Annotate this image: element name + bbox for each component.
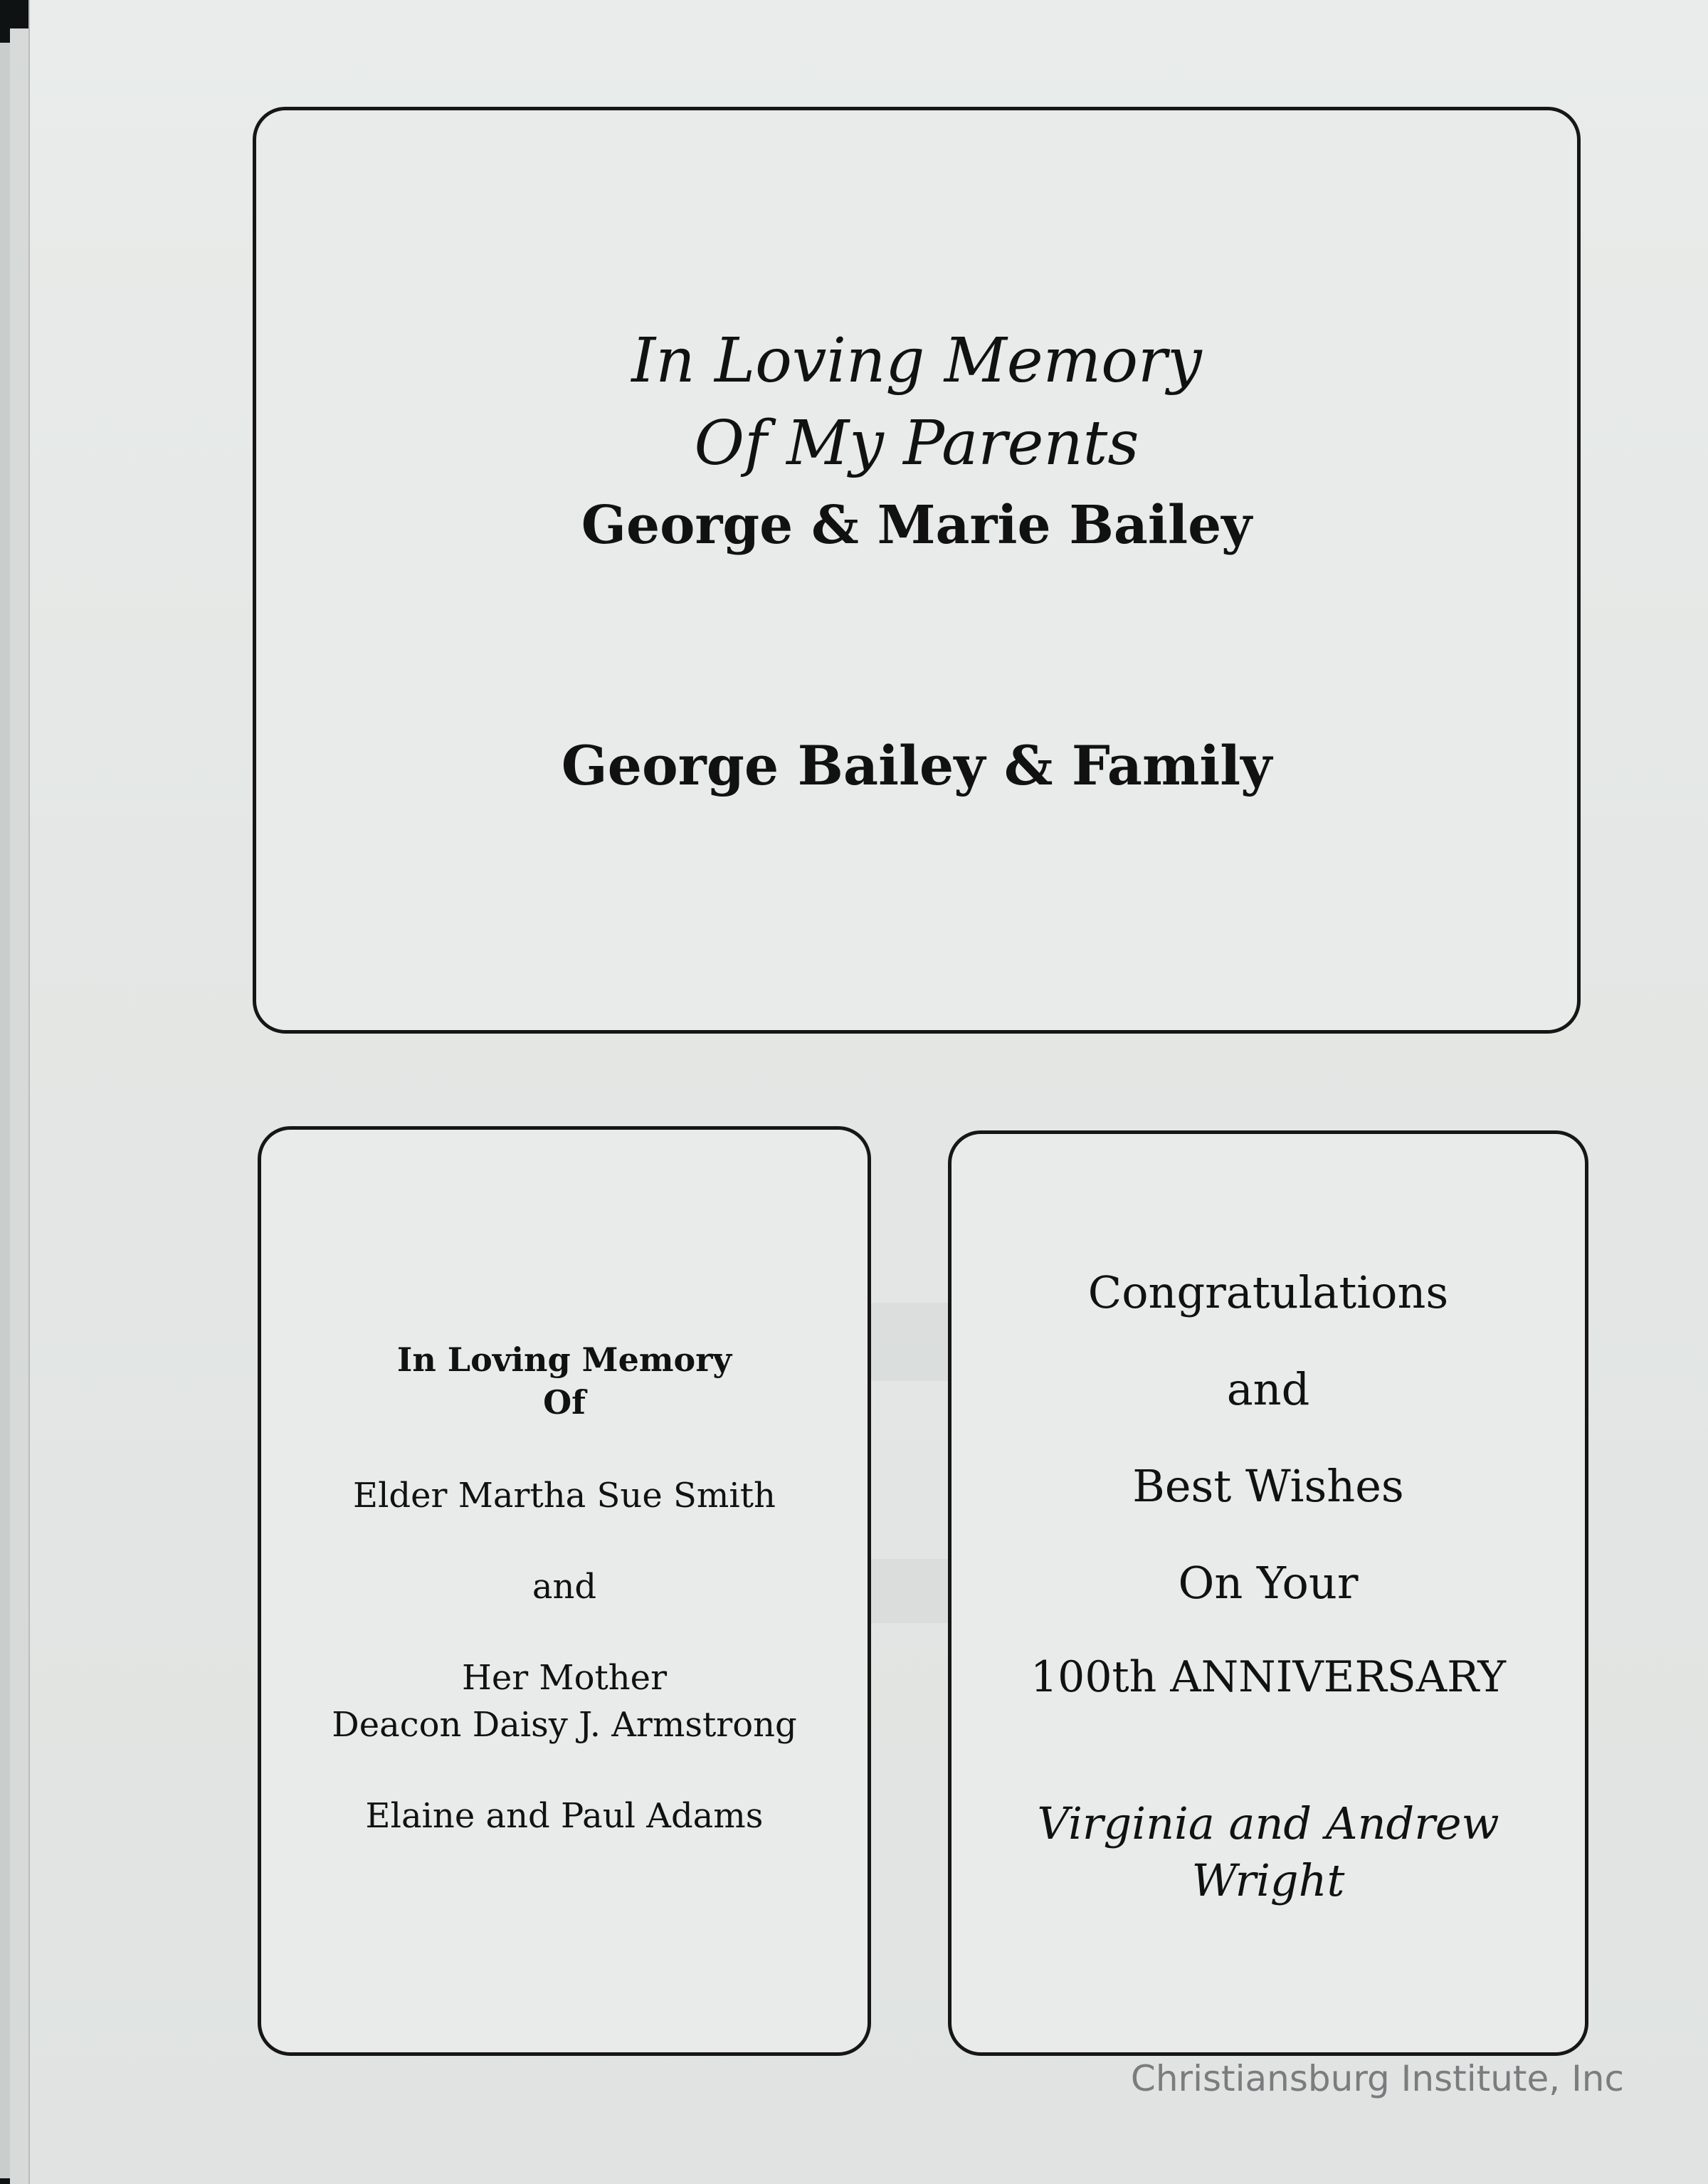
heading-of: Of	[543, 1383, 586, 1422]
on-your-text: On Your	[1178, 1557, 1359, 1609]
memorial-ad-smith	[258, 1126, 871, 2056]
archive-watermark: Christiansburg Institute, Inc	[1130, 2058, 1624, 2099]
sponsor-signature: George Bailey & Family	[561, 734, 1272, 797]
conjunction-and: and	[532, 1567, 597, 1607]
best-wishes-text: Best Wishes	[1132, 1460, 1404, 1512]
memorial-ad-parents	[253, 107, 1581, 1034]
heading-in-loving-memory: In Loving Memory	[631, 325, 1202, 397]
sponsor-signature-line1: Virginia and Andrew	[1037, 1797, 1499, 1849]
relation-her-mother: Her Mother	[461, 1658, 668, 1698]
anniversary-text: 100th ANNIVERSARY	[1030, 1652, 1507, 1702]
heading-in-loving-memory: In Loving Memory	[396, 1340, 732, 1379]
anniversary-ad-wright	[948, 1130, 1588, 2056]
sponsor-signature-line2: Wright	[1191, 1854, 1345, 1906]
heading-of-my-parents: Of My Parents	[694, 408, 1139, 479]
congratulations-text: Congratulations	[1087, 1266, 1449, 1318]
honoree-name-1: Elder Martha Sue Smith	[353, 1476, 776, 1516]
sponsor-signature: Elaine and Paul Adams	[365, 1796, 764, 1836]
honoree-names: George & Marie Bailey	[581, 495, 1253, 556]
and-text: and	[1226, 1363, 1310, 1415]
honoree-name-2: Deacon Daisy J. Armstrong	[332, 1705, 797, 1745]
program-book-page	[28, 0, 1708, 2184]
